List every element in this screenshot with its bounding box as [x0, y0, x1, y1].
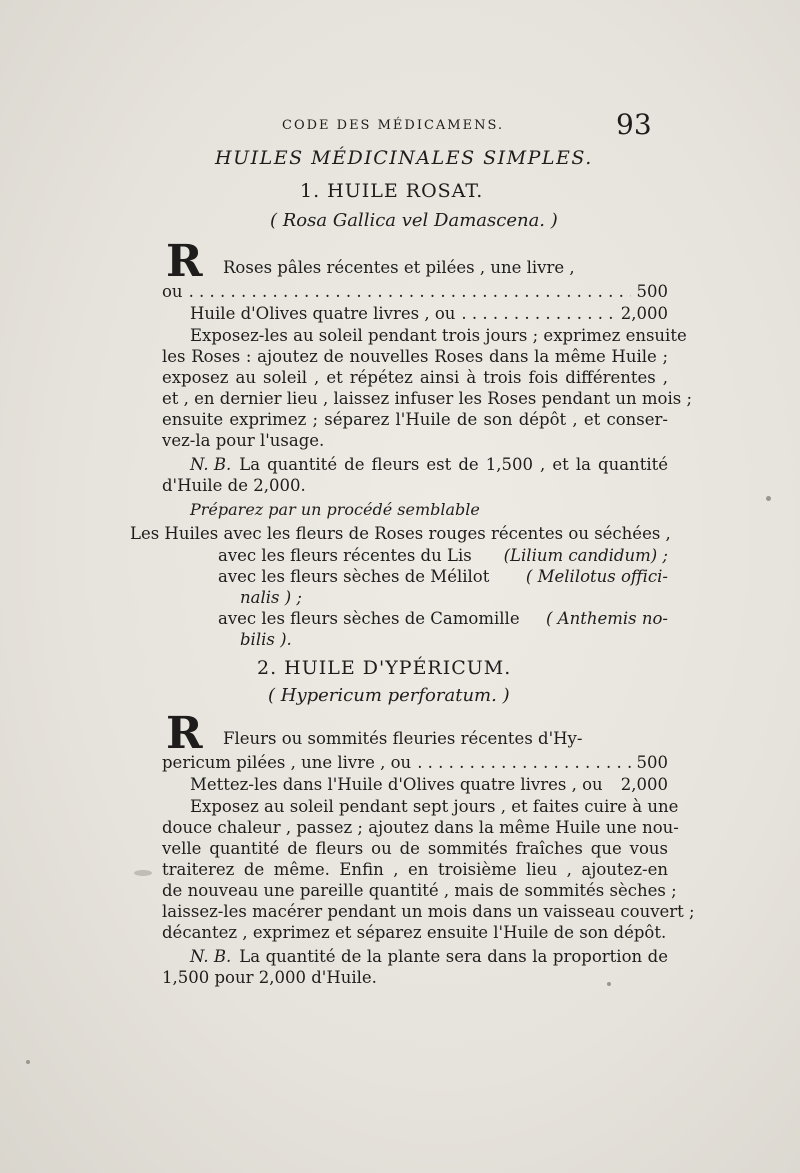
latin-name-cont: bilis ).	[240, 630, 292, 649]
recipe-1-ingredient-1-cont: ou	[162, 282, 183, 301]
rx-symbol: R	[166, 708, 203, 759]
page-number: 93	[616, 108, 652, 141]
recipe-1-nota-bene	[190, 454, 668, 476]
recipe-2-paragraph-line: laissez-les macérer pendant un mois dans un vaisseau couvert ;	[162, 902, 695, 921]
recipe-2-ingredient-2: Mettez-les dans l'Huile d'Olives quatre livres , ou	[190, 775, 603, 794]
recipe-2-paragraph-line: décantez , exprimez et séparez ensuite l'Huile de son dépôt.	[162, 923, 667, 942]
recipe-2-ingredient-1-line	[162, 752, 668, 774]
prepare-similarly-heading: Préparez par un procédé semblable	[190, 500, 480, 519]
recipe-2-title: 2. HUILE D'YPÉRICUM.	[257, 657, 512, 679]
recipe-1-paragraph-line: exposez au soleil , et répétez ainsi à trois fois différentes ,	[162, 368, 668, 387]
leader-dots	[461, 303, 614, 325]
recipe-2-ingredient-2-qty: 2,000	[620, 775, 668, 794]
running-title: CODE DES MÉDICAMENS.	[282, 118, 505, 133]
recipe-1-ingredient-1: Roses pâles récentes et pilées , une livre ,	[223, 258, 575, 277]
latin-name-cont: nalis ) ;	[240, 588, 302, 607]
latin-name: ( Melilotus offici-	[525, 567, 668, 586]
latin-name: (Lilium candidum) ;	[503, 546, 668, 565]
prepare-item-text: avec les fleurs sèches de Mélilot	[218, 567, 490, 586]
recipe-1-paragraph-line: vez-la pour l'usage.	[162, 431, 325, 450]
section-title: HUILES MÉDICINALES SIMPLES.	[215, 147, 593, 169]
leader-dots	[189, 281, 631, 303]
paper-speck	[26, 1060, 30, 1064]
paper-speck	[766, 496, 771, 501]
recipe-1-title: 1. HUILE ROSAT.	[300, 180, 484, 202]
recipe-1-paragraph-line: ensuite exprimez ; séparez l'Huile de son dépôt , et conser-	[162, 410, 668, 429]
prepare-item: Les Huiles avec les fleurs de Roses rouges récentes ou séchées ,	[130, 524, 671, 543]
recipe-1-ingredient-1-line	[162, 281, 668, 303]
recipe-1-nota-bene-cont: d'Huile de 2,000.	[162, 476, 306, 495]
nota-bene-label: N. B.	[190, 947, 232, 966]
recipe-1-ingredient-1-qty: 500	[636, 282, 668, 301]
prepare-item-text: avec les fleurs sèches de Camomille	[218, 609, 520, 628]
recipe-1-ingredient-2: Huile d'Olives quatre livres , ou	[190, 304, 456, 323]
latin-name: ( Anthemis no-	[545, 609, 668, 628]
recipe-2-paragraph-line: velle quantité de fleurs ou de sommités fraîches que vous	[162, 839, 668, 858]
recipe-2-nota-bene-cont: 1,500 pour 2,000 d'Huile.	[162, 968, 377, 987]
recipe-2-ingredient-1-cont: pericum pilées , une livre , ou	[162, 753, 412, 772]
nota-bene-text: La quantité de fleurs est de 1,500 , et la quantité	[239, 455, 668, 474]
paper-speck	[607, 982, 611, 986]
recipe-1-latin-name: ( Rosa Gallica vel Damascena. )	[270, 210, 558, 231]
recipe-1-paragraph-line: les Roses : ajoutez de nouvelles Roses dans la même Huile ;	[162, 347, 668, 366]
rx-symbol: R	[166, 236, 203, 287]
paper-smudge	[134, 870, 152, 876]
recipe-2-ingredient-1-qty: 500	[636, 753, 668, 772]
recipe-2-paragraph-line: traiterez de même. Enfin , en troisième lieu , ajoutez-en	[162, 860, 668, 879]
recipe-1-paragraph-line: Exposez-les au soleil pendant trois jours ; exprimez ensuite	[190, 326, 687, 345]
prepare-item	[218, 545, 668, 567]
prepare-item	[218, 608, 668, 630]
prepare-item	[218, 566, 668, 588]
recipe-2-nota-bene	[190, 946, 668, 968]
recipe-2-paragraph-line: Exposez au soleil pendant sept jours , et faites cuire à une	[190, 797, 679, 816]
recipe-2-paragraph-line: de nouveau une pareille quantité , mais de sommités sèches ;	[162, 881, 677, 900]
recipe-1-ingredient-2-qty: 2,000	[620, 304, 668, 323]
recipe-2-latin-name: ( Hypericum perforatum. )	[268, 685, 510, 706]
nota-bene-text: La quantité de la plante sera dans la proportion de	[239, 947, 668, 966]
nota-bene-label: N. B.	[190, 455, 232, 474]
recipe-1-ingredient-2-line	[162, 303, 668, 325]
recipe-2-ingredient-2-line	[162, 774, 668, 796]
recipe-1-paragraph-line: et , en dernier lieu , laissez infuser les Roses pendant un mois ;	[162, 389, 693, 408]
recipe-2-ingredient-1: Fleurs ou sommités fleuries récentes d'Hy-	[223, 729, 583, 748]
prepare-item-text: avec les fleurs récentes du Lis	[218, 546, 472, 565]
leader-dots	[417, 752, 630, 774]
recipe-2-paragraph-line: douce chaleur , passez ; ajoutez dans la même Huile une nou-	[162, 818, 679, 837]
